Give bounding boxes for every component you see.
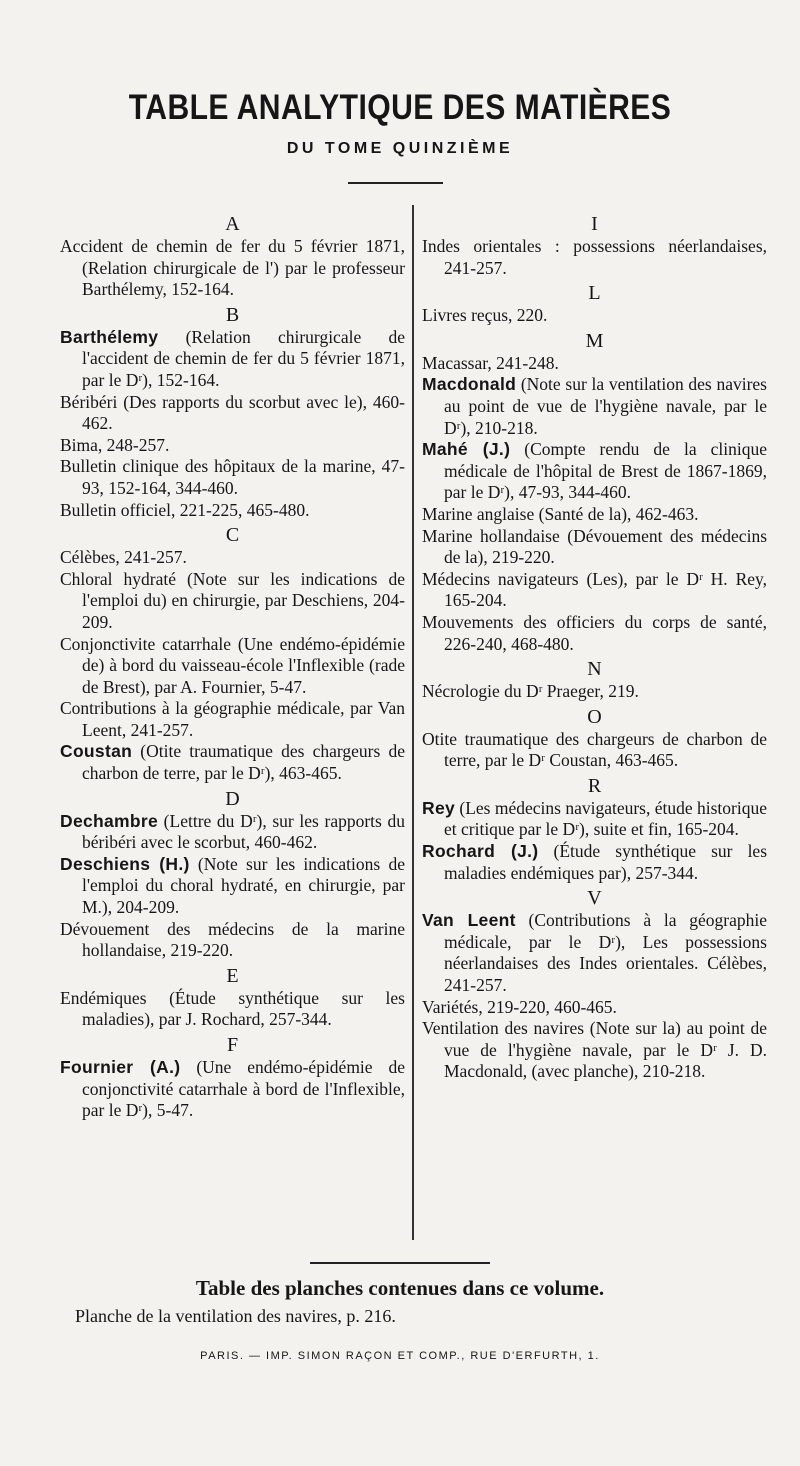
entry-text: Macassar, 241-248. <box>422 352 559 373</box>
right-column <box>422 210 767 1083</box>
entry-text: Ventilation des navires (Note sur la) au point de vue de l'hygiène navale, par le Dʳ J. D. Macdonald, (avec planche), 210-218. <box>422 1018 767 1082</box>
entry-text: Marine anglaise (Santé de la), 462-463. <box>422 503 699 524</box>
entry-text: (Note sur la ventilation des navires au point de vue de l'hygiène navale, par le Dʳ), 210-218. <box>444 374 767 438</box>
index-entry <box>60 547 405 569</box>
index-entry <box>60 327 405 392</box>
entry-text: Bima, 248-257. <box>60 434 170 455</box>
entry-author: Coustan <box>60 741 133 762</box>
index-entry <box>422 439 767 504</box>
index-entry <box>422 612 767 655</box>
entry-author: Dechambre <box>60 810 159 831</box>
index-entry <box>422 526 767 569</box>
entry-author: Van Leent <box>422 910 516 931</box>
planches-line: Planche de la ventilation des navires, p. 216. <box>75 1306 396 1326</box>
index-entry <box>422 729 767 772</box>
index-entry <box>60 741 405 784</box>
entry-text: (Compte rendu de la clinique médicale de l'hôpital de Brest de 1867-1869, par le Dʳ), 47-93, 344-460. <box>444 439 768 503</box>
index-entry <box>60 698 405 741</box>
index-entry <box>60 435 405 457</box>
index-entry <box>60 854 405 919</box>
entry-author: Mahé (J.) <box>422 439 511 460</box>
index-entry <box>60 456 405 499</box>
section-letter: C <box>225 524 240 547</box>
printer-imprint: PARIS. — IMP. SIMON RAÇON ET COMP., RUE D'ERFURTH, 1. <box>200 1350 600 1362</box>
entry-text: (Otite traumatique des chargeurs de charbon de terre, par le Dʳ), 463-465. <box>82 741 405 784</box>
entry-author: Macdonald <box>422 374 517 395</box>
entry-text: Médecins navigateurs (Les), par le Dʳ H. Rey, 165-204. <box>422 568 767 611</box>
index-entry <box>422 910 767 996</box>
entry-text: Conjonctivite catarrhale (Une endémo-épidémie de) à bord du vaisseau-école l'Inflexible (rade de Brest), par A. Fournier, 5-47. <box>60 633 405 697</box>
index-entry <box>60 1057 405 1122</box>
index-entry <box>60 236 405 301</box>
section-letter: F <box>226 1034 239 1056</box>
section-letter: N <box>587 658 602 681</box>
page-subtitle: DU TOME QUINZIÈME <box>286 140 514 157</box>
bottom-rule <box>310 1262 490 1264</box>
index-entry <box>60 634 405 699</box>
entry-text: (Note sur les indications de l'emploi du choral hydraté, en chirurgie, par M.), 204-209. <box>82 853 405 918</box>
index-entry <box>422 798 767 841</box>
entry-text: (Une endémo-épidémie de conjonctivité catarrhale à bord de l'Inflexible, par le Dʳ), 5-47. <box>82 1057 405 1121</box>
section-letter: I <box>591 213 598 235</box>
entry-text: Béribéri (Des rapports du scorbut avec le), 460-462. <box>60 391 405 434</box>
index-entry <box>422 374 767 439</box>
section-letter: O <box>587 705 602 728</box>
section-letter: V <box>587 887 602 910</box>
entry-text: Bulletin officiel, 221-225, 465-480. <box>60 499 310 520</box>
index-entry <box>422 569 767 612</box>
entry-text: (Les médecins navigateurs, étude historique et critique par le Dʳ), suite et fin, 165-204. <box>444 797 767 840</box>
entry-text: Accident de chemin de fer du 5 février 1871, (Relation chirurgicale de l') par le professeur Barthélemy, 152-164. <box>60 236 405 300</box>
index-entry <box>422 681 767 703</box>
entry-text: Contributions à la géographie médicale, par Van Leent, 241-257. <box>60 698 405 740</box>
index-entry <box>60 569 405 634</box>
entry-text: Marine hollandaise (Dévouement des médecins de la), 219-220. <box>422 525 767 568</box>
entry-author: Rey <box>422 797 456 818</box>
index-entry <box>422 305 767 327</box>
entry-text: Nécrologie du Dʳ Praeger, 219. <box>422 681 639 702</box>
index-entry <box>60 919 405 962</box>
section-letter: A <box>225 213 240 235</box>
entry-author: Fournier (A.) <box>60 1057 181 1077</box>
index-entry <box>60 988 405 1031</box>
section-letter: M <box>585 329 604 352</box>
section-letter: D <box>225 787 240 810</box>
index-entry <box>422 841 767 884</box>
index-entry <box>60 500 405 522</box>
section-letter: E <box>226 964 239 987</box>
entry-text: Endémiques (Étude synthétique sur les maladies), par J. Rochard, 257-344. <box>60 987 405 1030</box>
title-rule <box>348 182 443 184</box>
entry-text: (Étude synthétique sur les maladies endémiques par), 257-344. <box>444 841 768 883</box>
entry-text: (Lettre du Dʳ), sur les rapports du béribéri avec le scorbut, 460-462. <box>82 810 405 853</box>
entry-text: Bulletin clinique des hôpitaux de la marine, 47-93, 152-164, 344-460. <box>60 456 405 498</box>
index-entry <box>422 504 767 526</box>
index-entry <box>60 811 405 854</box>
index-entry <box>422 997 767 1019</box>
entry-author: Barthélemy <box>60 326 159 347</box>
entry-text: Dévouement des médecins de la marine hollandaise, 219-220. <box>60 918 405 961</box>
section-letter: R <box>587 774 602 797</box>
entry-text: Mouvements des officiers du corps de santé, 226-240, 468-480. <box>422 611 767 654</box>
entry-text: Otite traumatique des chargeurs de charbon de terre, par le Dʳ Coustan, 463-465. <box>422 728 767 771</box>
index-entry <box>422 353 767 375</box>
entry-text: (Relation chirurgicale de l'accident de chemin de fer du 5 février 1871, par le Dʳ), 152-164. <box>82 326 405 390</box>
planches-title: Table des planches contenues dans ce volume. <box>195 1276 605 1300</box>
entry-text: Variétés, 219-220, 460-465. <box>422 996 617 1017</box>
section-letter: B <box>225 303 240 326</box>
entry-text: Livres reçus, 220. <box>422 305 548 326</box>
entry-author: Deschiens (H.) <box>60 853 190 874</box>
index-entry <box>422 1018 767 1083</box>
entry-text: (Contributions à la géographie médicale, par le Dʳ), Les possessions néerlandaises des Indes orientales. Célèbes, 241-257. <box>444 910 767 996</box>
entry-author: Rochard (J.) <box>422 841 539 862</box>
index-entry <box>60 392 405 435</box>
section-letter: L <box>588 282 601 305</box>
entry-text: Indes orientales : possessions néerlandaises, 241-257. <box>422 236 767 278</box>
page-title: TABLE ANALYTIQUE DES MATIÈRES <box>128 88 672 127</box>
index-entry <box>422 236 767 279</box>
entry-text: Chloral hydraté (Note sur les indications de l'emploi du) en chirurgie, par Deschiens, 204-209. <box>60 568 405 632</box>
entry-text: Célèbes, 241-257. <box>60 547 187 568</box>
left-column <box>60 210 405 1122</box>
column-divider <box>412 205 414 1240</box>
